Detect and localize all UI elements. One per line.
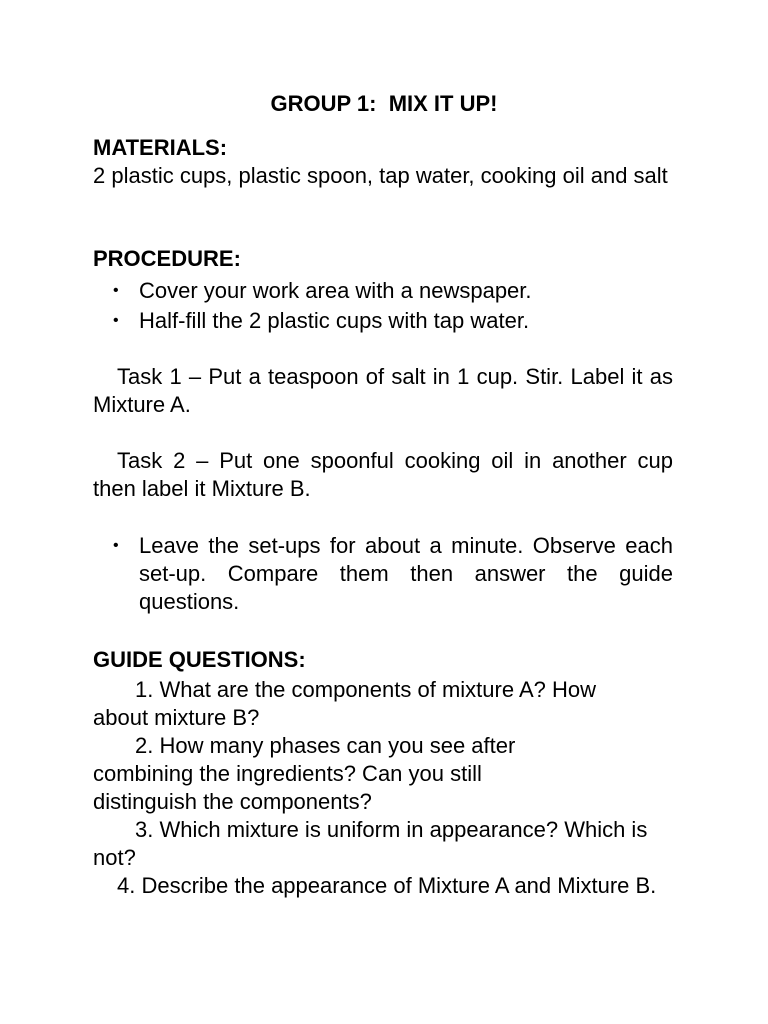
procedure-bullet-1	[113, 277, 673, 305]
guide-question-3	[93, 816, 653, 872]
task-1-text: Task 1 – Put a teaspoon of salt in 1 cup. Stir. Label it as Mixture A.	[93, 364, 673, 417]
task-1-paragraph	[93, 363, 673, 419]
procedure-heading: PROCEDURE:	[93, 246, 241, 271]
guide-question-text: 2. How many phases can you see after combining the ingredients? Can you still distinguish the components?	[93, 733, 516, 814]
procedure-bullet-text: Leave the set-ups for about a minute. Observe each set-up. Compare them then answer the guide questions.	[139, 533, 673, 614]
guide-question-text: 1. What are the components of mixture A? How about mixture B?	[93, 677, 597, 730]
procedure-bullet-text: Cover your work area with a newspaper.	[139, 278, 532, 303]
materials-heading: MATERIALS:	[93, 135, 228, 160]
guide-questions-heading: GUIDE QUESTIONS:	[93, 647, 306, 672]
procedure-bullet-3	[113, 532, 673, 616]
task-2-text: Task 2 – Put one spoonful cooking oil in another cup then label it Mixture B.	[93, 448, 673, 501]
procedure-bullet-2	[113, 307, 673, 335]
bullet-icon: •	[113, 312, 119, 329]
guide-question-2	[93, 732, 573, 816]
guide-question-4: 4. Describe the appearance of Mixture A and Mixture B.	[117, 873, 657, 898]
guide-question-1	[93, 676, 653, 732]
bullet-icon: •	[113, 282, 119, 299]
procedure-bullet-text: Half-fill the 2 plastic cups with tap water.	[139, 308, 530, 333]
task-2-paragraph	[93, 447, 673, 503]
bullet-icon: •	[113, 537, 119, 554]
guide-question-text: 3. Which mixture is uniform in appearance? Which is not?	[93, 817, 648, 870]
materials-text: 2 plastic cups, plastic spoon, tap water, cooking oil and salt	[93, 163, 668, 188]
page-title: GROUP 1: MIX IT UP!	[270, 91, 498, 116]
